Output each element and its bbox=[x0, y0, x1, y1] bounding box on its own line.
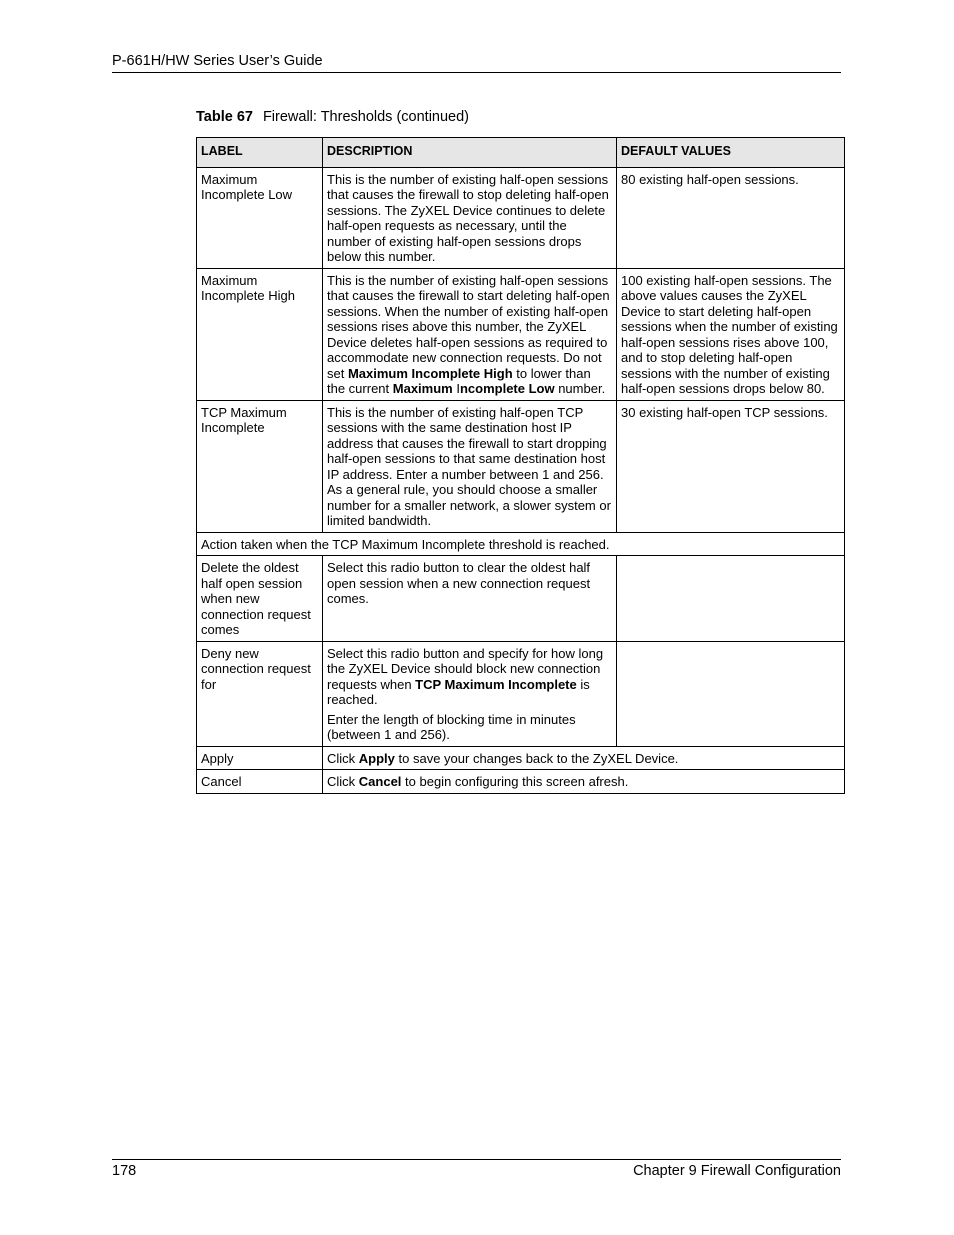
table-row bbox=[197, 167, 845, 268]
table-title: Firewall: Thresholds (continued) bbox=[262, 109, 469, 125]
text-run: to lower than the current bbox=[327, 365, 591, 396]
table-span-row bbox=[197, 532, 845, 556]
table-row bbox=[197, 641, 845, 746]
row-description bbox=[323, 268, 617, 400]
row-label: Delete the oldest half open session when new connection request comes bbox=[197, 556, 323, 642]
text-run: Click bbox=[327, 750, 359, 766]
row-default bbox=[617, 641, 845, 746]
table-caption bbox=[196, 108, 469, 126]
text-run: to save your changes back to the ZyXEL Device. bbox=[394, 750, 679, 766]
span-note: Action taken when the TCP Maximum Incomplete threshold is reached. bbox=[197, 532, 845, 556]
row-default: 100 existing half-open sessions. The above values causes the ZyXEL Device to start deleting half-open sessions when the number of existing half-open sessions rises above 100, and to stop deleting half-open sessions with the number of existing half-open sessions drops below 80. bbox=[617, 268, 845, 400]
bold-term: TCP Maximum Incomplete bbox=[415, 676, 577, 692]
bold-term: Cancel bbox=[358, 774, 402, 789]
row-label: Apply bbox=[197, 746, 323, 770]
text-run: Click bbox=[327, 774, 359, 789]
table-row bbox=[197, 770, 845, 794]
table-row bbox=[197, 556, 845, 642]
table-row bbox=[197, 400, 845, 532]
row-description bbox=[323, 770, 845, 794]
table-number: Table 67 bbox=[196, 109, 253, 125]
bold-term: Maximum bbox=[392, 381, 453, 396]
row-default: 30 existing half-open TCP sessions. bbox=[617, 400, 845, 532]
bold-term: Apply bbox=[358, 750, 395, 766]
row-default bbox=[617, 556, 845, 642]
description-paragraph bbox=[327, 646, 612, 708]
description-paragraph: Enter the length of blocking time in minutes (between 1 and 256). bbox=[327, 711, 576, 742]
column-header-default-values: DEFAULT VALUES bbox=[617, 138, 845, 168]
row-label: Deny new connection request for bbox=[197, 641, 323, 746]
row-description bbox=[323, 641, 617, 746]
row-description: This is the number of existing half-open TCP sessions with the same destination host IP address that causes the firewall to start dropping half-open sessions to that same destination host IP address. Enter a number between 1 and 256. As a general rule, you should choose a smaller number for a smaller network, a slower system or limited bandwidth. bbox=[323, 400, 617, 532]
text-run: to begin configuring this screen afresh. bbox=[401, 774, 629, 789]
page-number: 178 bbox=[112, 1163, 137, 1179]
row-label: TCP Maximum Incomplete bbox=[197, 400, 323, 532]
column-header-label: LABEL bbox=[197, 138, 323, 168]
row-description: Select this radio button to clear the oldest half open session when a new connection request comes. bbox=[323, 556, 617, 642]
column-header-description: DESCRIPTION bbox=[323, 138, 617, 168]
row-description bbox=[323, 746, 845, 770]
header-divider bbox=[112, 72, 841, 73]
row-label: Maximum Incomplete High bbox=[197, 268, 323, 400]
text-run: number. bbox=[554, 381, 606, 396]
page-header: P-661H/HW Series User’s Guide bbox=[112, 53, 323, 69]
footer-divider bbox=[112, 1159, 841, 1160]
row-label: Cancel bbox=[197, 770, 323, 794]
text-run: Select this radio button and specify for how long the ZyXEL Device should block new connection requests when bbox=[327, 645, 604, 692]
table-row bbox=[197, 746, 845, 770]
table-header-row bbox=[197, 138, 845, 168]
table-row bbox=[197, 268, 845, 400]
text-run: I bbox=[452, 381, 460, 396]
thresholds-table bbox=[196, 137, 845, 794]
row-default: 80 existing half-open sessions. bbox=[617, 167, 845, 268]
chapter-title: Chapter 9 Firewall Configuration bbox=[633, 1163, 841, 1179]
bold-term: ncomplete Low bbox=[459, 381, 555, 396]
bold-term: Maximum Incomplete High bbox=[347, 365, 513, 381]
row-label: Maximum Incomplete Low bbox=[197, 167, 323, 268]
text-run: This is the number of existing half-open sessions that causes the firewall to start deleting half-open sessions. When the number of existing half-open sessions rises above this number, the ZyXEL Device deletes half-open sessions as required to accommodate new connection requests. Do not set bbox=[327, 272, 610, 381]
text-run: is reached. bbox=[327, 676, 590, 707]
row-description: This is the number of existing half-open sessions that causes the firewall to stop deleting half-open sessions. The ZyXEL Device continues to delete half-open requests as necessary, until the number of existing half-open sessions drops below this number. bbox=[323, 167, 617, 268]
